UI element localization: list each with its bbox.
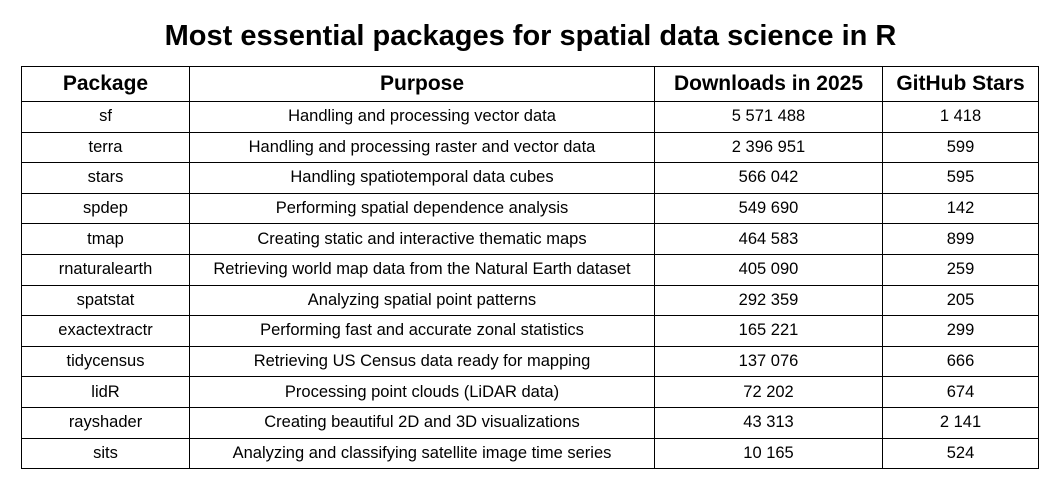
github-stars-cell: 595	[883, 163, 1039, 194]
github-stars-cell: 299	[883, 316, 1039, 347]
header-row	[22, 67, 1039, 102]
column-header-github-stars: GitHub Stars	[883, 67, 1039, 102]
purpose-cell: Performing fast and accurate zonal statistics	[190, 316, 655, 347]
downloads-cell: 137 076	[655, 346, 883, 377]
column-header-downloads: Downloads in 2025	[655, 67, 883, 102]
github-stars-cell: 674	[883, 377, 1039, 408]
purpose-cell: Creating beautiful 2D and 3D visualizations	[190, 407, 655, 438]
column-header-purpose: Purpose	[190, 67, 655, 102]
github-stars-cell: 259	[883, 254, 1039, 285]
purpose-cell: Handling and processing raster and vector data	[190, 132, 655, 163]
table-row	[22, 102, 1039, 133]
github-stars-cell: 599	[883, 132, 1039, 163]
purpose-cell: Analyzing and classifying satellite image time series	[190, 438, 655, 469]
table-row	[22, 407, 1039, 438]
purpose-cell: Creating static and interactive thematic maps	[190, 224, 655, 255]
purpose-cell: Performing spatial dependence analysis	[190, 193, 655, 224]
github-stars-cell: 666	[883, 346, 1039, 377]
package-cell: rnaturalearth	[22, 254, 190, 285]
github-stars-cell: 1 418	[883, 102, 1039, 133]
downloads-cell: 10 165	[655, 438, 883, 469]
downloads-cell: 566 042	[655, 163, 883, 194]
package-cell: spatstat	[22, 285, 190, 316]
package-cell: lidR	[22, 377, 190, 408]
purpose-cell: Handling and processing vector data	[190, 102, 655, 133]
table-row	[22, 316, 1039, 347]
downloads-cell: 43 313	[655, 407, 883, 438]
github-stars-cell: 142	[883, 193, 1039, 224]
purpose-cell: Handling spatiotemporal data cubes	[190, 163, 655, 194]
package-cell: stars	[22, 163, 190, 194]
package-cell: exactextractr	[22, 316, 190, 347]
package-cell: terra	[22, 132, 190, 163]
downloads-cell: 549 690	[655, 193, 883, 224]
purpose-cell: Retrieving world map data from the Natural Earth dataset	[190, 254, 655, 285]
github-stars-cell: 205	[883, 285, 1039, 316]
github-stars-cell: 524	[883, 438, 1039, 469]
github-stars-cell: 899	[883, 224, 1039, 255]
purpose-cell: Retrieving US Census data ready for mapping	[190, 346, 655, 377]
downloads-cell: 292 359	[655, 285, 883, 316]
package-cell: sits	[22, 438, 190, 469]
downloads-cell: 165 221	[655, 316, 883, 347]
package-cell: tidycensus	[22, 346, 190, 377]
table-row	[22, 193, 1039, 224]
package-cell: spdep	[22, 193, 190, 224]
downloads-cell: 5 571 488	[655, 102, 883, 133]
table-row	[22, 224, 1039, 255]
purpose-cell: Processing point clouds (LiDAR data)	[190, 377, 655, 408]
downloads-cell: 464 583	[655, 224, 883, 255]
package-cell: sf	[22, 102, 190, 133]
packages-table	[21, 66, 1039, 469]
downloads-cell: 405 090	[655, 254, 883, 285]
table-body	[22, 102, 1039, 469]
table-row	[22, 163, 1039, 194]
downloads-cell: 72 202	[655, 377, 883, 408]
package-cell: rayshader	[22, 407, 190, 438]
table-row	[22, 346, 1039, 377]
purpose-cell: Analyzing spatial point patterns	[190, 285, 655, 316]
package-cell: tmap	[22, 224, 190, 255]
table-row	[22, 438, 1039, 469]
table-row	[22, 377, 1039, 408]
table-row	[22, 285, 1039, 316]
table-row	[22, 254, 1039, 285]
table-title: Most essential packages for spatial data science in R	[164, 20, 897, 52]
github-stars-cell: 2 141	[883, 407, 1039, 438]
downloads-cell: 2 396 951	[655, 132, 883, 163]
column-header-package: Package	[22, 67, 190, 102]
table-row	[22, 132, 1039, 163]
